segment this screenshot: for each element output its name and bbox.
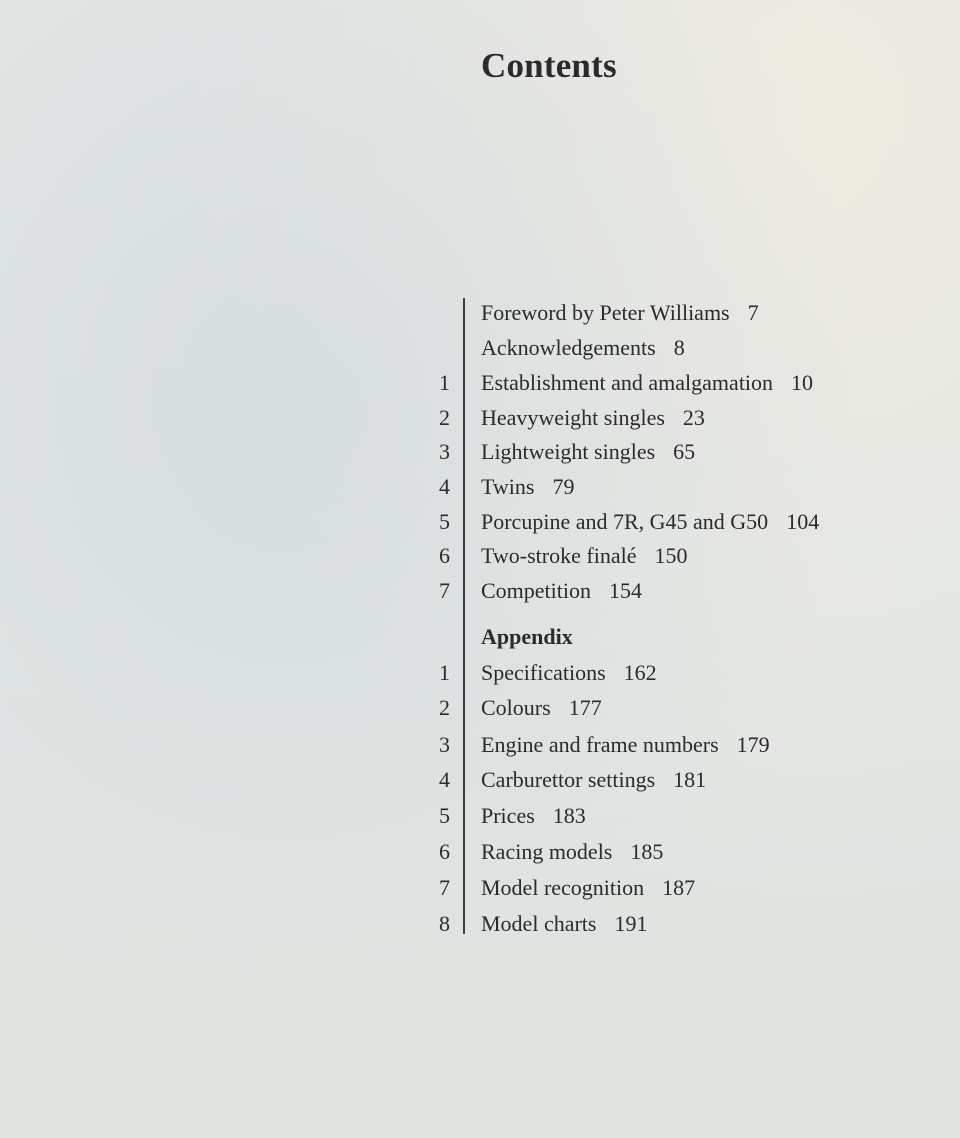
chapter-number: 7 [439,578,450,603]
entry-title: Acknowledgements [481,335,656,360]
entry-page: 23 [682,405,705,430]
appendix-number: 6 [439,839,450,864]
appendix-number: 3 [439,732,450,757]
entry-page: 187 [662,875,696,900]
entry-title: Colours [481,695,551,720]
entry-page: 7 [747,300,759,325]
entry-title: Carburettor settings [481,767,656,792]
entry-title: Foreword by Peter Williams [481,300,730,325]
toc-chapter-row [0,505,960,539]
chapter-number: 2 [439,405,450,430]
entry-page: 79 [552,474,575,499]
entry-page: 185 [630,839,664,864]
chapter-number: 1 [439,370,450,395]
toc-appendix-row [0,656,960,690]
toc-appendix-row [0,871,960,905]
appendix-heading: Appendix [481,624,573,649]
chapter-number: 3 [439,439,450,464]
entry-title: Racing models [481,839,613,864]
entry-page: 104 [786,509,820,534]
entry-title: Engine and frame numbers [481,732,719,757]
entry-title: Heavyweight singles [481,405,665,430]
entry-page: 181 [673,767,707,792]
toc-appendix-row [0,763,960,797]
entry-title: Specifications [481,660,606,685]
entry-title: Competition [481,578,591,603]
toc-appendix-row [0,691,960,725]
toc-appendix-row [0,728,960,762]
toc-chapter-row [0,470,960,504]
page-title: Contents [481,46,617,85]
entry-page: 183 [552,803,586,828]
appendix-number: 8 [439,911,450,936]
entry-title: Porcupine and 7R, G45 and G50 [481,509,769,534]
entry-page: 154 [609,578,642,603]
toc-chapter-row [0,366,960,400]
chapter-number: 5 [439,509,450,534]
toc-chapter-row [0,574,960,608]
entry-page: 8 [673,335,685,360]
entry-title: Model recognition [481,875,645,900]
entry-title: Two-stroke finalé [481,543,637,568]
entry-page: 162 [623,660,657,685]
toc-entry-foreword [0,296,960,330]
toc-chapter-row [0,539,960,573]
toc-appendix-row [0,799,960,833]
entry-title: Twins [481,474,535,499]
toc-chapter-row [0,435,960,469]
entry-title: Model charts [481,911,597,936]
toc-chapter-row [0,401,960,435]
entry-title: Prices [481,803,535,828]
toc-entry-acknowledgements [0,331,960,365]
chapter-number: 4 [439,474,450,499]
entry-page: 65 [673,439,696,464]
chapter-number: 6 [439,543,450,568]
entry-title: Establishment and amalgamation [481,370,774,395]
appendix-number: 5 [439,803,450,828]
appendix-number: 1 [439,660,450,685]
entry-title: Lightweight singles [481,439,656,464]
toc-appendix-row [0,907,960,941]
toc-appendix-row [0,835,960,869]
entry-page: 10 [791,370,814,395]
appendix-number: 2 [439,695,450,720]
appendix-number: 7 [439,875,450,900]
entry-page: 177 [568,695,602,720]
entry-page: 179 [736,732,770,757]
entry-page: 150 [654,543,688,568]
appendix-number: 4 [439,767,450,792]
entry-page: 191 [614,911,648,936]
